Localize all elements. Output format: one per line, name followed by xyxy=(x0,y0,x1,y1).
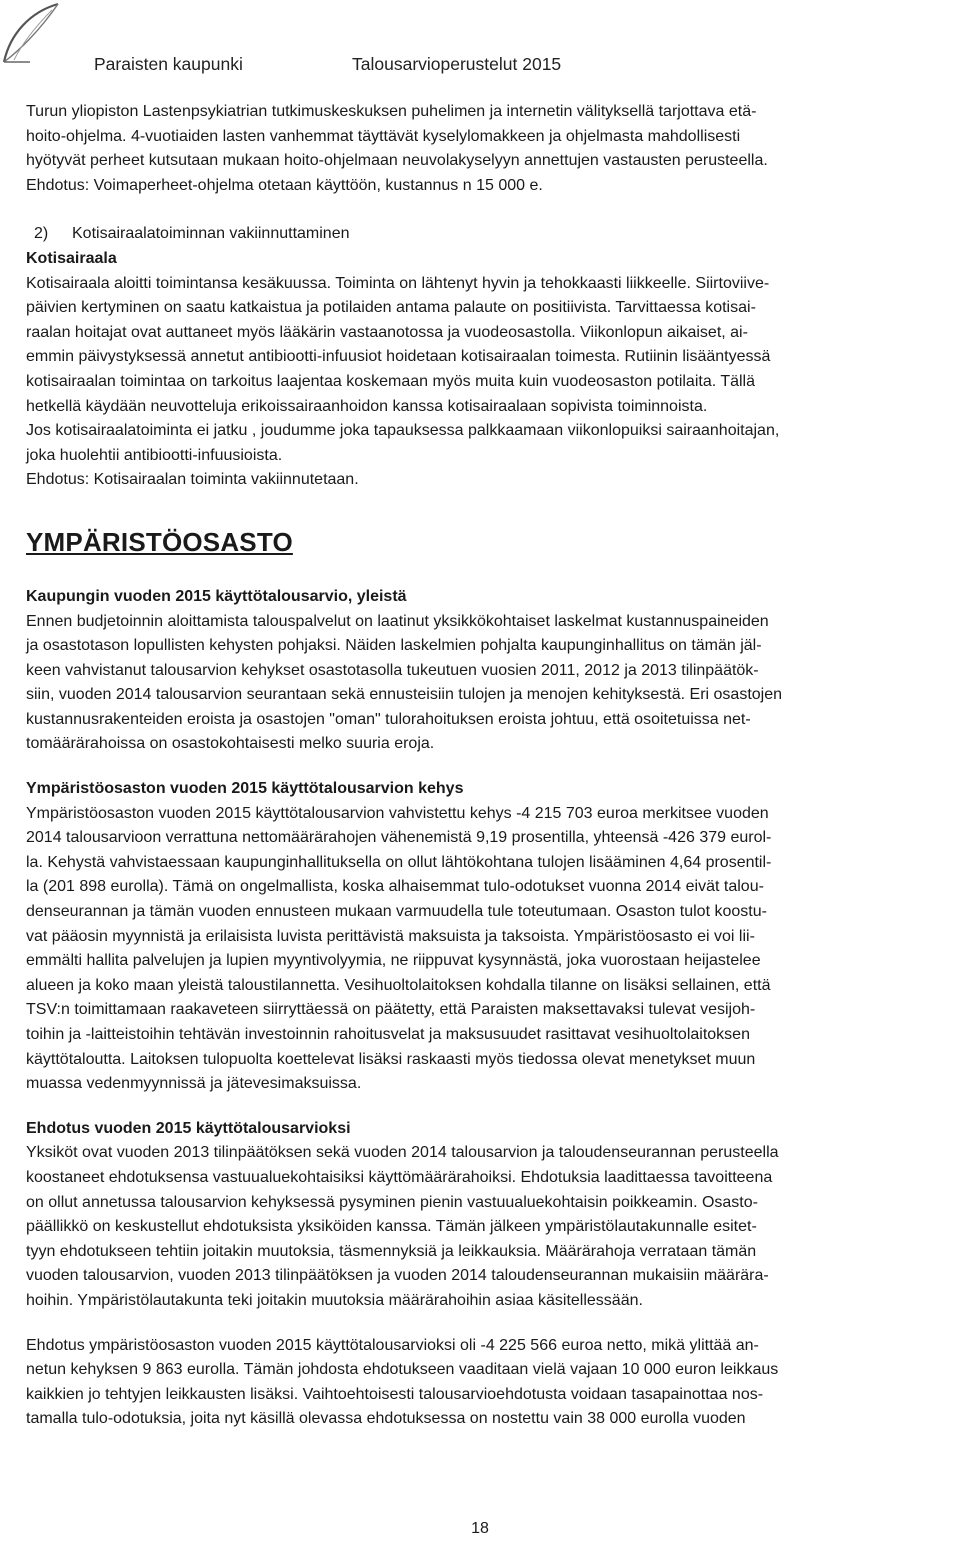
item-text: Kotisairaalatoiminnan vakiinnuttaminen xyxy=(72,225,350,243)
text-line: päivien kertyminen on saatu katkaistua ja potilaiden antama palaute on positiivista. Tarvittaessa kotisai- xyxy=(26,299,756,317)
text-line: koostaneet ehdotuksensa vastuualuekohtaisiksi käyttömäärärahoiksi. Ehdotuksia laadittaessa tavoitteena xyxy=(26,1168,773,1186)
text-line: Yksiköt ovat vuoden 2013 tilinpäätöksen sekä vuoden 2014 talousarvion ja taloudenseurannan perusteella xyxy=(26,1144,779,1162)
text-line: ja osastotason lopullisten kehysten pohjaksi. Näiden laskelmien pohjalta kaupunginhallitus on tämän jäl- xyxy=(26,637,762,655)
text-line: hyötyvät perheet kutsutaan mukaan hoito-ohjelmaan neuvolakyselyyn annettujen vastausten perusteella. xyxy=(26,152,768,170)
header-municipality: Paraisten kaupunki xyxy=(94,54,243,74)
text-line: siin, vuoden 2014 talousarvion seurantaan sekä ennusteisiin tulojen ja menojen kehityksestä. Eri osastojen xyxy=(26,686,783,704)
text-line: Ehdotus ympäristöosaston vuoden 2015 käyttötalousarvioksi oli -4 225 566 euroa netto, mikä ylittää an- xyxy=(26,1336,759,1354)
text-line: emmin päivystyksessä annetut antibiootti-infuusiot hoidetaan kotisairaalan toimesta. Rutiinin lisääntyessä xyxy=(26,348,771,366)
text-line: kotisairaalan toimintaa on tarkoitus laajentaa koskemaan myös muita kuin vuodeosaston potilaita. Tällä xyxy=(26,372,755,390)
text-line: Turun yliopiston Lastenpsykiatrian tutkimuskeskuksen puhelimen ja internetin välityksellä tarjottava etä- xyxy=(26,103,757,120)
framework-heading: Ympäristöosaston vuoden 2015 käyttötalousarvion kehys xyxy=(26,780,464,798)
page-number: 18 xyxy=(471,1520,489,1537)
text-line: emmälti hallita palvelujen ja lupien myyntivolyymia, ne riippuvat kysynnästä, joka vuorostaan heijastelee xyxy=(26,952,761,970)
kotisairaala-heading: Kotisairaala xyxy=(26,249,117,267)
text-line: tamalla tulo-odotuksia, joita nyt käsillä olevassa ehdotuksessa on nostettu vain 38 000 eurolla vuoden xyxy=(26,1410,746,1428)
text-line: Ympäristöosaston vuoden 2015 käyttötalousarvion vahvistettu kehys -4 215 703 euroa merkitsee vuoden xyxy=(26,804,769,822)
text-line: tyyn ehdotukseen tehtiin joitakin muutoksia, täsmennyksiä ja leikkauksia. Määrärahoja verrataan tämän xyxy=(26,1242,757,1260)
text-line: tomäärärahoissa on osastokohtaisesti melko suuria eroja. xyxy=(26,735,435,753)
document-body xyxy=(26,100,952,1432)
text-line: la (201 898 eurolla). Tämä on ongelmallista, koska alhaisemmat tulo-odotukset vuonna 2014 eivät talou- xyxy=(26,878,764,896)
city-logo-icon xyxy=(0,0,66,68)
text-line: vuoden talousarvion, vuoden 2013 tilinpäätöksen ja vuoden 2014 taloudenseurannan mukaisiin määrära- xyxy=(26,1267,769,1285)
budget-general-heading: Kaupungin vuoden 2015 käyttötalousarvio, yleistä xyxy=(26,587,407,605)
text-line: hoito-ohjelma. 4-vuotiaiden lasten vanhemmat täyttävät kyselylomakkeen ja ohjelmasta mahdollisesti xyxy=(26,127,741,145)
item-number: 2) xyxy=(34,225,49,243)
framework-paragraph xyxy=(26,802,952,1097)
text-line: muassa vedenmyynnissä ja jätevesimaksuissa. xyxy=(26,1075,362,1093)
numbered-item xyxy=(26,222,952,247)
text-line: Ennen budjetoinnin aloittamista talouspalvelut on laatinut yksikkökohtaiset laskelmat kustannuspaineiden xyxy=(26,612,769,630)
text-line: Ehdotus: Voimaperheet-ohjelma otetaan käyttöön, kustannus n 15 000 e. xyxy=(26,176,543,194)
text-line: TSV:n toimittamaan raakaveteen siirryttäessä on päätetty, että Paraisten maksettavaksi tulevat vesijoh- xyxy=(26,1001,756,1019)
proposal-heading: Ehdotus vuoden 2015 käyttötalousarvioksi xyxy=(26,1119,351,1137)
text-line: kustannusrakenteiden eroista ja osastojen "oman" tulorahoituksen eroista johtuu, että osoitetuissa net- xyxy=(26,710,751,728)
text-line: alueen ja koko maan yleistä taloustilannetta. Vesihuoltolaitoksen kohdalla tilanne on lisäksi sellainen, että xyxy=(26,976,771,994)
text-line: kaikkien jo tehtyjen leikkausten lisäksi. Vaihtoehtoisesti talousarvioehdotusta voidaan tasapainottaa nos- xyxy=(26,1385,764,1403)
budget-general-paragraph xyxy=(26,610,952,758)
section-title: YMPÄRISTÖOSASTO xyxy=(26,526,293,557)
text-line: on ollut annetussa talousarvion kehyksessä pysyminen pienin vastuualuekohtaisin poikkeamin. Osasto- xyxy=(26,1193,758,1211)
text-line: käyttötaloutta. Laitoksen tulopuolta koettelevat lisäksi raskaasti myös tiedossa olevat menetykset muun xyxy=(26,1050,756,1068)
header-document-title: Talousarvioperustelut 2015 xyxy=(352,54,562,74)
text-line: la. Kehystä vahvistaessaan kaupunginhallituksella on ollut lähtökohtana tulojen lisääminen 4,64 prosentil- xyxy=(26,853,772,871)
text-line: raalan hoitajat ovat auttaneet myös lääkärin vastaanotossa ja vuodeosastolla. Viikonlopun aikaiset, ai- xyxy=(26,323,748,341)
proposal-paragraph xyxy=(26,1141,952,1313)
text-line: 2014 talousarvioon verrattuna nettomäärärahojen vähenemistä 9,19 prosentilla, yhteensä -426 379 eurol- xyxy=(26,829,772,847)
text-line: Kotisairaala aloitti toimintansa kesäkuussa. Toiminta on lähtenyt hyvin ja tehokkaasti liikkeelle. Siirtoviive- xyxy=(26,274,770,292)
text-line: hoihin. Ympäristölautakunta teki joitakin muutoksia määrärahoihin asiaa käsitellessään. xyxy=(26,1291,643,1309)
text-line: denseurannan ja tämän vuoden ennusteen mukaan varmuudella tule toteutumaan. Osaston tulot koostu- xyxy=(26,903,767,921)
text-line: Jos kotisairaalatoiminta ei jatku , joudumme joka tapauksessa palkkaamaan viikonlopuiksi sairaanhoitajan, xyxy=(26,422,780,440)
text-line: päällikkö on keskustellut ehdotuksista yksiköiden kanssa. Tämän jälkeen ympäristölautakunnalle esitet- xyxy=(26,1218,757,1236)
proposal-paragraph-2 xyxy=(26,1334,952,1432)
text-line: hetkellä käydään neuvotteluja erikoissairaanhoidon kanssa kotisairaalaan sopivista toiminnoista. xyxy=(26,397,708,415)
text-line: joka huolehtii antibiootti-infuusioista. xyxy=(26,446,283,464)
text-line: Ehdotus: Kotisairaalan toiminta vakiinnutetaan. xyxy=(26,471,359,489)
text-line: keen vahvistanut talousarvion kehykset osastotasolla tukeutuen vuosien 2011, 2012 ja 2013 tilinpäätök- xyxy=(26,661,759,679)
text-line: vat pääosin myynnistä ja erilaisista luvista perittävistä maksuista ja taksoista. Ympäristöosasto ei voi lii- xyxy=(26,927,755,945)
kotisairaala-paragraph xyxy=(26,272,952,493)
text-line: toihin ja -laitteistoihin tehtävän investoinnin rahoitusvelat ja maksusuudet rasittavat vesihuoltolaitoksen xyxy=(26,1026,750,1043)
intro-paragraph xyxy=(26,100,952,198)
text-line: netun kehyksen 9 863 eurolla. Tämän johdosta ehdotukseen vaaditaan vielä vajaan 10 000 euron leikkaus xyxy=(26,1361,779,1379)
